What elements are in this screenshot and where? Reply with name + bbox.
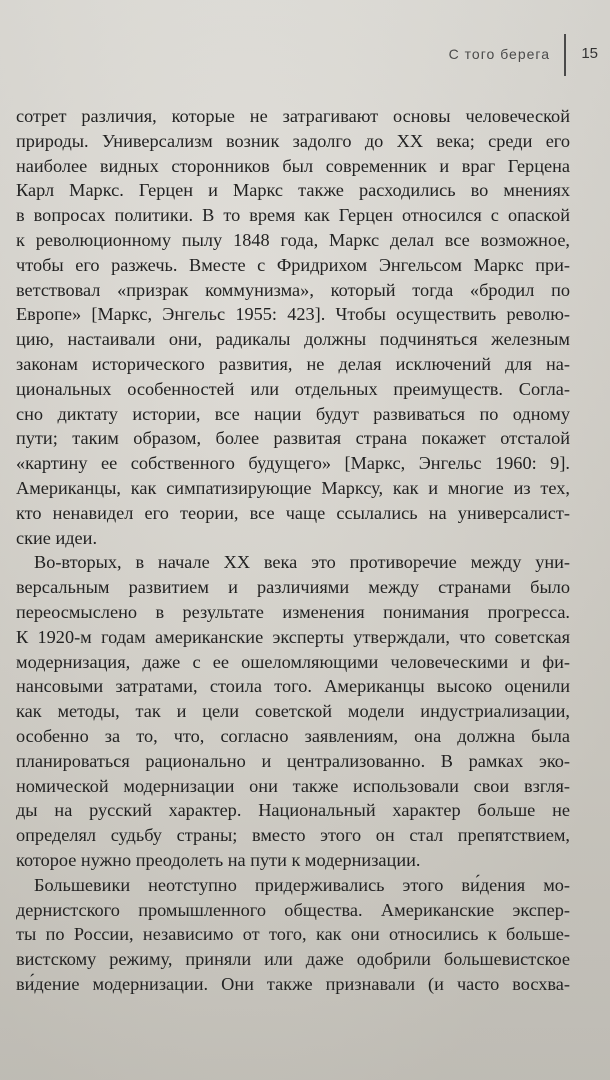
text-line: пути; таким образом, более развитая страна покажет отсталой [16,428,570,449]
text-line: Европе» [Маркс, Энгельс 1955: 423]. Чтобы осуществить револю- [16,304,570,325]
running-head [0,40,610,74]
text-line: дернистского промышленного общества. Американские экспер- [16,899,570,920]
text-line: Во-вторых, в начале XX века это противоречие между уни- [34,552,570,573]
text-line: ты по России, независимо от того, как они относились к больше- [16,924,570,945]
text-line: сно диктату истории, все нации будут развиваться по одному [16,403,570,424]
paragraph-1 [16,104,570,550]
text-line: модернизация, даже с ее ошеломляющими человеческими и фи- [16,651,570,672]
text-line: в вопросах политики. В то время как Герцен относился с опаской [16,205,570,226]
text-line: переосмыслено в результате изменения понимания прогресса. [16,601,570,622]
text-line: ви́дение модернизации. Они также признавали (и часто восхва- [16,973,570,994]
text-line: версальным развитием и различиями между странами было [16,577,570,598]
text-line: ветствовал «призрак коммунизма», который тогда «бродил по [16,279,570,300]
text-line: номической модернизации они также использовали свои взгля- [16,775,570,796]
text-line: циональных особенностей или отдельных преимуществ. Согла- [16,378,570,399]
text-line: сотрет различия, которые не затрагивают основы человеческой [16,106,570,126]
text-line: законам исторического развития, не делая исключений для на- [16,353,570,374]
text-line: наиболее видных сторонников был современник и враг Герцена [16,155,570,176]
text-line: особенно за то, что, согласно заявлениям, она должна была [16,725,570,746]
text-line: «картину ее собственного будущего» [Маркс, Энгельс 1960: 9]. [16,453,570,474]
text-line: природы. Универсализм возник задолго до XX века; среди его [16,130,570,151]
text-line: ды на русский характер. Национальный характер больше не [16,800,570,821]
text-line: кто ненавидел его теории, все чаще ссылались на универсалист- [16,502,570,523]
running-head-title: С того берега [448,46,550,62]
paragraph-2 [16,550,570,872]
text-line: Большевики неотступно придерживались этого ви́дения мо- [34,874,570,895]
text-line: К 1920-м годам американские эксперты утверждали, что советская [16,626,570,647]
running-head-divider [564,34,566,76]
text-line: которое нужно преодолеть на пути к модернизации. [16,849,421,870]
text-line: определял судьбу страны; вместо этого он стал препятствием, [16,825,570,846]
text-line: цию, настаивали они, радикалы должны подчиняться железным [16,329,570,350]
text-line: чтобы его разжечь. Вместе с Фридрихом Энгельсом Маркс при- [16,254,570,275]
paragraph-3 [16,873,570,997]
page-number: 15 [581,45,598,62]
text-line: планироваться рационально и централизованно. В рамках эко- [16,750,570,771]
text-line: нансовыми затратами, стоила того. Американцы высоко оценили [16,676,570,697]
text-line: вистскому режиму, приняли или даже одобрили большевистское [16,949,570,970]
body-text [16,104,570,997]
text-line: к революционному пылу 1848 года, Маркс делал все возможное, [16,229,570,250]
text-line: Карл Маркс. Герцен и Маркс также расходились во мнениях [16,180,570,201]
text-line: ские идеи. [16,527,98,548]
text-line: как методы, так и цели советской модели индустриализации, [16,701,570,722]
text-line: Американцы, как симпатизирующие Марксу, как и многие из тех, [16,477,570,498]
